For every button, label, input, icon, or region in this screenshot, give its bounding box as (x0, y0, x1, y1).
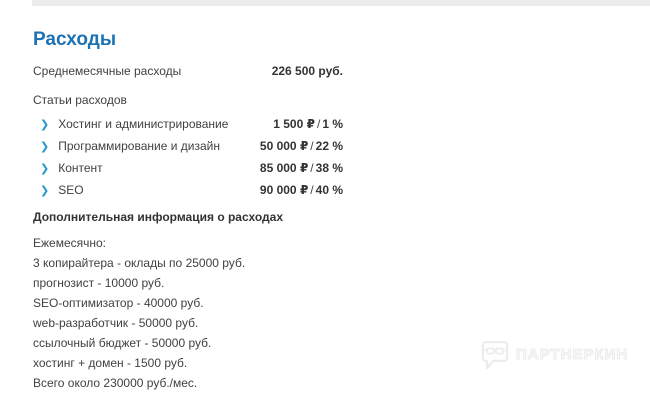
info-line-total: Всего около 230000 руб./мес. (33, 376, 198, 390)
expense-percent: 38 % (315, 161, 343, 175)
value-separator: / (316, 117, 321, 131)
value-separator: / (310, 183, 314, 197)
expense-amount: 85 000 ₽ (259, 161, 309, 175)
partnerkin-logo-icon (481, 341, 509, 371)
expense-percent: 22 % (315, 139, 343, 153)
chevron-right-icon: ❯ (40, 163, 50, 175)
watermark-text: ПАРТНЕРКИН (516, 346, 629, 363)
expense-label: Контент (58, 161, 103, 175)
expense-value (260, 136, 343, 157)
info-line-hosting-domain: хостинг + домен - 1500 руб. (33, 356, 188, 370)
summary-row (33, 64, 343, 79)
expense-row-hosting[interactable] (33, 114, 343, 136)
expense-label: SEO (58, 183, 84, 197)
expense-label: Хостинг и администрирование (58, 117, 229, 131)
expense-row-development[interactable] (33, 136, 343, 158)
top-divider (32, 0, 650, 6)
expense-percent: 1 % (322, 117, 343, 131)
expense-percent: 40 % (315, 183, 343, 197)
page-title: Расходы (33, 29, 117, 50)
expense-value (273, 114, 343, 135)
expense-list (33, 114, 343, 202)
expense-label: Программирование и дизайн (58, 139, 220, 153)
info-line-copywriters: 3 копирайтера - оклады по 25000 руб. (33, 256, 246, 270)
info-line-seo-optimizer: SEO-оптимизатор - 40000 руб. (33, 296, 204, 310)
expense-amount: 90 000 ₽ (259, 183, 309, 197)
chevron-right-icon: ❯ (40, 119, 50, 131)
expenses-section (33, 28, 343, 393)
expense-amount: 50 000 ₽ (259, 139, 309, 153)
expense-items-heading: Статьи расходов (33, 93, 127, 107)
expense-amount: 1 500 ₽ (273, 117, 315, 131)
info-line-link-budget: ссылочный бюджет - 50000 руб. (33, 336, 212, 350)
summary-label: Среднемесячные расходы (33, 64, 182, 78)
value-separator: / (310, 161, 314, 175)
info-line-forecaster: прогнозист - 10000 руб. (33, 276, 165, 290)
info-line-monthly: Ежемесячно: (33, 236, 107, 250)
summary-value: 226 500 руб. (271, 64, 343, 78)
expense-row-seo[interactable] (33, 180, 343, 202)
additional-info-heading: Дополнительная информация о расходах (33, 210, 284, 224)
expense-value (260, 180, 343, 201)
chevron-right-icon: ❯ (40, 185, 50, 197)
expense-value (260, 158, 343, 179)
expense-row-content[interactable] (33, 158, 343, 180)
info-line-web-developer: web-разработчик - 50000 руб. (33, 316, 199, 330)
chevron-right-icon: ❯ (40, 141, 50, 153)
value-separator: / (310, 139, 314, 153)
additional-info-section (33, 210, 343, 393)
watermark (481, 341, 628, 371)
